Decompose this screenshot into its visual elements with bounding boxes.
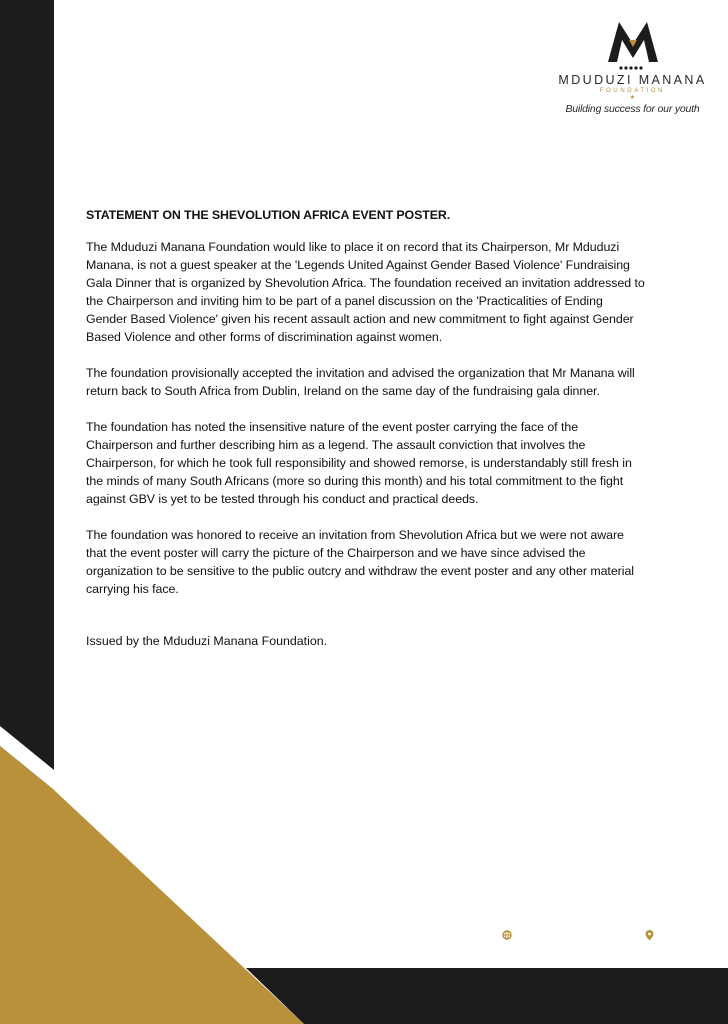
logo-m-icon	[604, 18, 662, 70]
star-icon: ★	[629, 95, 636, 101]
bottom-gold-band	[54, 790, 304, 1024]
globe-icon	[502, 930, 512, 943]
paragraph-3: The foundation has noted the insensitive nature of the event poster carrying the face of the Chairperson and further describing him as a legend. The assault conviction that involves the Chairperson, for which he took full responsibility and showed remorse, is understandably still fresh in the minds of many South Africans (more so during this month) and his total commitment to the fight against GBV is yet to be tested through his conduct and practical deeds.	[86, 420, 632, 506]
org-sub: FOUNDATION	[599, 88, 666, 94]
left-gold-corner	[0, 746, 54, 1024]
paragraph-1: The Mduduzi Manana Foundation would like to place it on record that its Chairperson, Mr Mduduzi Manana, is not a guest speaker at the 'Legends United Against Gender Based Violence' Fundraising Gala Dinner that is organized by Shevolution Africa. The foundation received an invitation addressed to the Chairperson and inviting him to be part of a panel discussion on the 'Practicalities of Ending Gender Based Violence' given his recent assault action and new commitment to fight against Gender Based Violence and other forms of discrimination against women.	[86, 240, 645, 344]
location-pin-icon	[645, 930, 654, 944]
issued-by: Issued by the Mduduzi Manana Foundation.	[86, 634, 328, 648]
foundation-logo	[540, 18, 725, 115]
org-name: MDUDUZI MANANA	[558, 73, 707, 87]
bottom-black-band	[246, 968, 728, 1024]
statement-body	[86, 208, 646, 650]
paragraph-4: The foundation was honored to receive an invitation from Shevolution Africa but we were not aware that the event poster will carry the picture of the Chairperson and we have since advised the organization to be sensitive to the public outcry and withdraw the event poster and any other material carrying his face.	[86, 528, 634, 596]
org-tagline: Building success for our youth	[565, 103, 700, 115]
paragraph-2: The foundation provisionally accepted the invitation and advised the organization that Mr Manana will return back to South Africa from Dublin, Ireland on the same day of the fundraising gala dinner.	[86, 366, 635, 398]
document-title: STATEMENT ON THE SHEVOLUTION AFRICA EVENT POSTER.	[86, 208, 451, 222]
